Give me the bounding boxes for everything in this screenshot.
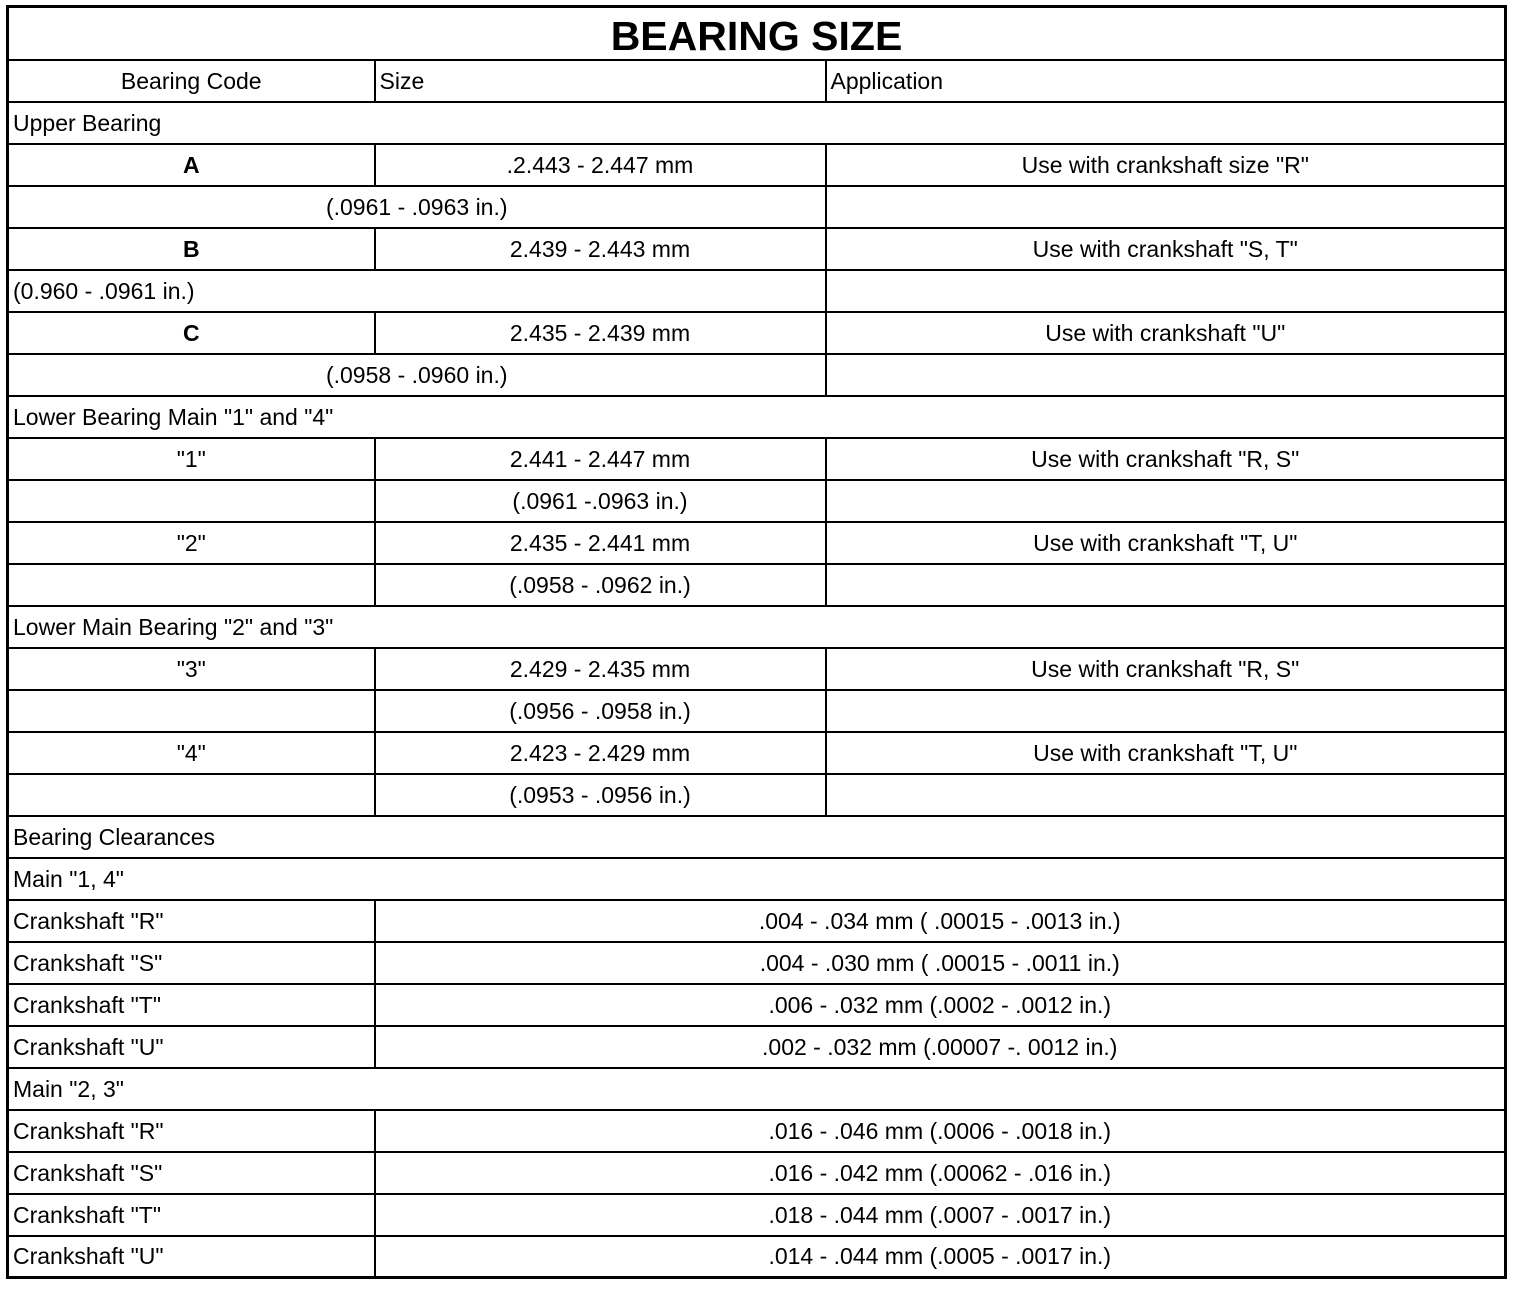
empty-cell: [8, 564, 375, 606]
empty-cell: [826, 354, 1506, 396]
bearing-code: "3": [8, 648, 375, 690]
table-title: BEARING SIZE: [8, 7, 1506, 60]
section-label-upper-bearing: Upper Bearing: [8, 102, 1506, 144]
table-row: [8, 732, 1506, 774]
bearing-application: Use with crankshaft "R, S": [826, 438, 1506, 480]
section-label-lower-main-2-3: Lower Main Bearing "2" and "3": [8, 606, 1506, 648]
empty-cell: [8, 480, 375, 522]
bearing-code: C: [8, 312, 375, 354]
table-row: [8, 312, 1506, 354]
bearing-size-inches: (.0961 - .0963 in.): [8, 186, 826, 228]
bearing-size: 2.439 - 2.443 mm: [375, 228, 826, 270]
bearing-size: 2.429 - 2.435 mm: [375, 648, 826, 690]
table-row: [8, 480, 1506, 522]
crankshaft-label: Crankshaft "R": [8, 900, 375, 942]
table-row: [8, 354, 1506, 396]
clearance-value: .014 - .044 mm (.0005 - .0017 in.): [375, 1236, 1506, 1278]
table-row: [8, 1110, 1506, 1152]
empty-cell: [826, 690, 1506, 732]
bearing-application: Use with crankshaft "T, U": [826, 732, 1506, 774]
bearing-application: Use with crankshaft "S, T": [826, 228, 1506, 270]
clearance-value: .016 - .042 mm (.00062 - .016 in.): [375, 1152, 1506, 1194]
bearing-application: Use with crankshaft size "R": [826, 144, 1506, 186]
crankshaft-label: Crankshaft "T": [8, 984, 375, 1026]
table-row: [8, 228, 1506, 270]
crankshaft-label: Crankshaft "S": [8, 942, 375, 984]
table-row: [8, 984, 1506, 1026]
table-row: [8, 1236, 1506, 1278]
section-label-main-1-4: Main "1, 4": [8, 858, 1506, 900]
table-row: [8, 648, 1506, 690]
header-row: [8, 60, 1506, 102]
bearing-size: 2.423 - 2.429 mm: [375, 732, 826, 774]
table-row: [8, 270, 1506, 312]
bearing-code: "2": [8, 522, 375, 564]
bearing-application: Use with crankshaft "T, U": [826, 522, 1506, 564]
table-row: [8, 1194, 1506, 1236]
table-row: [8, 774, 1506, 816]
clearance-value: .006 - .032 mm (.0002 - .0012 in.): [375, 984, 1506, 1026]
table-row: [8, 522, 1506, 564]
clearance-value: .018 - .044 mm (.0007 - .0017 in.): [375, 1194, 1506, 1236]
crankshaft-label: Crankshaft "S": [8, 1152, 375, 1194]
bearing-application: Use with crankshaft "U": [826, 312, 1506, 354]
bearing-size-inches: (.0958 - .0960 in.): [8, 354, 826, 396]
bearing-size: 2.435 - 2.439 mm: [375, 312, 826, 354]
bearing-size: 2.441 - 2.447 mm: [375, 438, 826, 480]
empty-cell: [826, 564, 1506, 606]
crankshaft-label: Crankshaft "U": [8, 1026, 375, 1068]
table-row: [8, 1026, 1506, 1068]
bearing-code: "1": [8, 438, 375, 480]
section-row: [8, 858, 1506, 900]
header-application: Application: [826, 60, 1506, 102]
empty-cell: [826, 186, 1506, 228]
table-row: [8, 942, 1506, 984]
bearing-size: .2.443 - 2.447 mm: [375, 144, 826, 186]
clearance-value: .016 - .046 mm (.0006 - .0018 in.): [375, 1110, 1506, 1152]
section-row: [8, 1068, 1506, 1110]
crankshaft-label: Crankshaft "R": [8, 1110, 375, 1152]
bearing-size-inches: (.0953 - .0956 in.): [375, 774, 826, 816]
table-row: [8, 186, 1506, 228]
clearance-value: .004 - .030 mm ( .00015 - .0011 in.): [375, 942, 1506, 984]
table-row: [8, 144, 1506, 186]
section-row: [8, 396, 1506, 438]
section-row: [8, 606, 1506, 648]
bearing-size-inches: (0.960 - .0961 in.): [8, 270, 826, 312]
bearing-code: "4": [8, 732, 375, 774]
bearing-size: 2.435 - 2.441 mm: [375, 522, 826, 564]
empty-cell: [826, 774, 1506, 816]
crankshaft-label: Crankshaft "U": [8, 1236, 375, 1278]
table-row: [8, 900, 1506, 942]
bearing-code: B: [8, 228, 375, 270]
clearance-value: .002 - .032 mm (.00007 -. 0012 in.): [375, 1026, 1506, 1068]
empty-cell: [8, 774, 375, 816]
crankshaft-label: Crankshaft "T": [8, 1194, 375, 1236]
clearance-value: .004 - .034 mm ( .00015 - .0013 in.): [375, 900, 1506, 942]
section-label-main-2-3: Main "2, 3": [8, 1068, 1506, 1110]
section-row: [8, 102, 1506, 144]
bearing-size-inches: (.0958 - .0962 in.): [375, 564, 826, 606]
table-row: [8, 1152, 1506, 1194]
bearing-application: Use with crankshaft "R, S": [826, 648, 1506, 690]
section-label-lower-main-1-4: Lower Bearing Main "1" and "4": [8, 396, 1506, 438]
empty-cell: [8, 690, 375, 732]
bearing-code: A: [8, 144, 375, 186]
bearing-size-inches: (.0961 -.0963 in.): [375, 480, 826, 522]
table-row: [8, 564, 1506, 606]
empty-cell: [826, 480, 1506, 522]
section-label-bearing-clearances: Bearing Clearances: [8, 816, 1506, 858]
section-row: [8, 816, 1506, 858]
empty-cell: [826, 270, 1506, 312]
table-row: [8, 690, 1506, 732]
header-bearing-code: Bearing Code: [8, 60, 375, 102]
table-row: [8, 438, 1506, 480]
bearing-size-inches: (.0956 - .0958 in.): [375, 690, 826, 732]
bearing-size-table: [6, 5, 1507, 1279]
header-size: Size: [375, 60, 826, 102]
